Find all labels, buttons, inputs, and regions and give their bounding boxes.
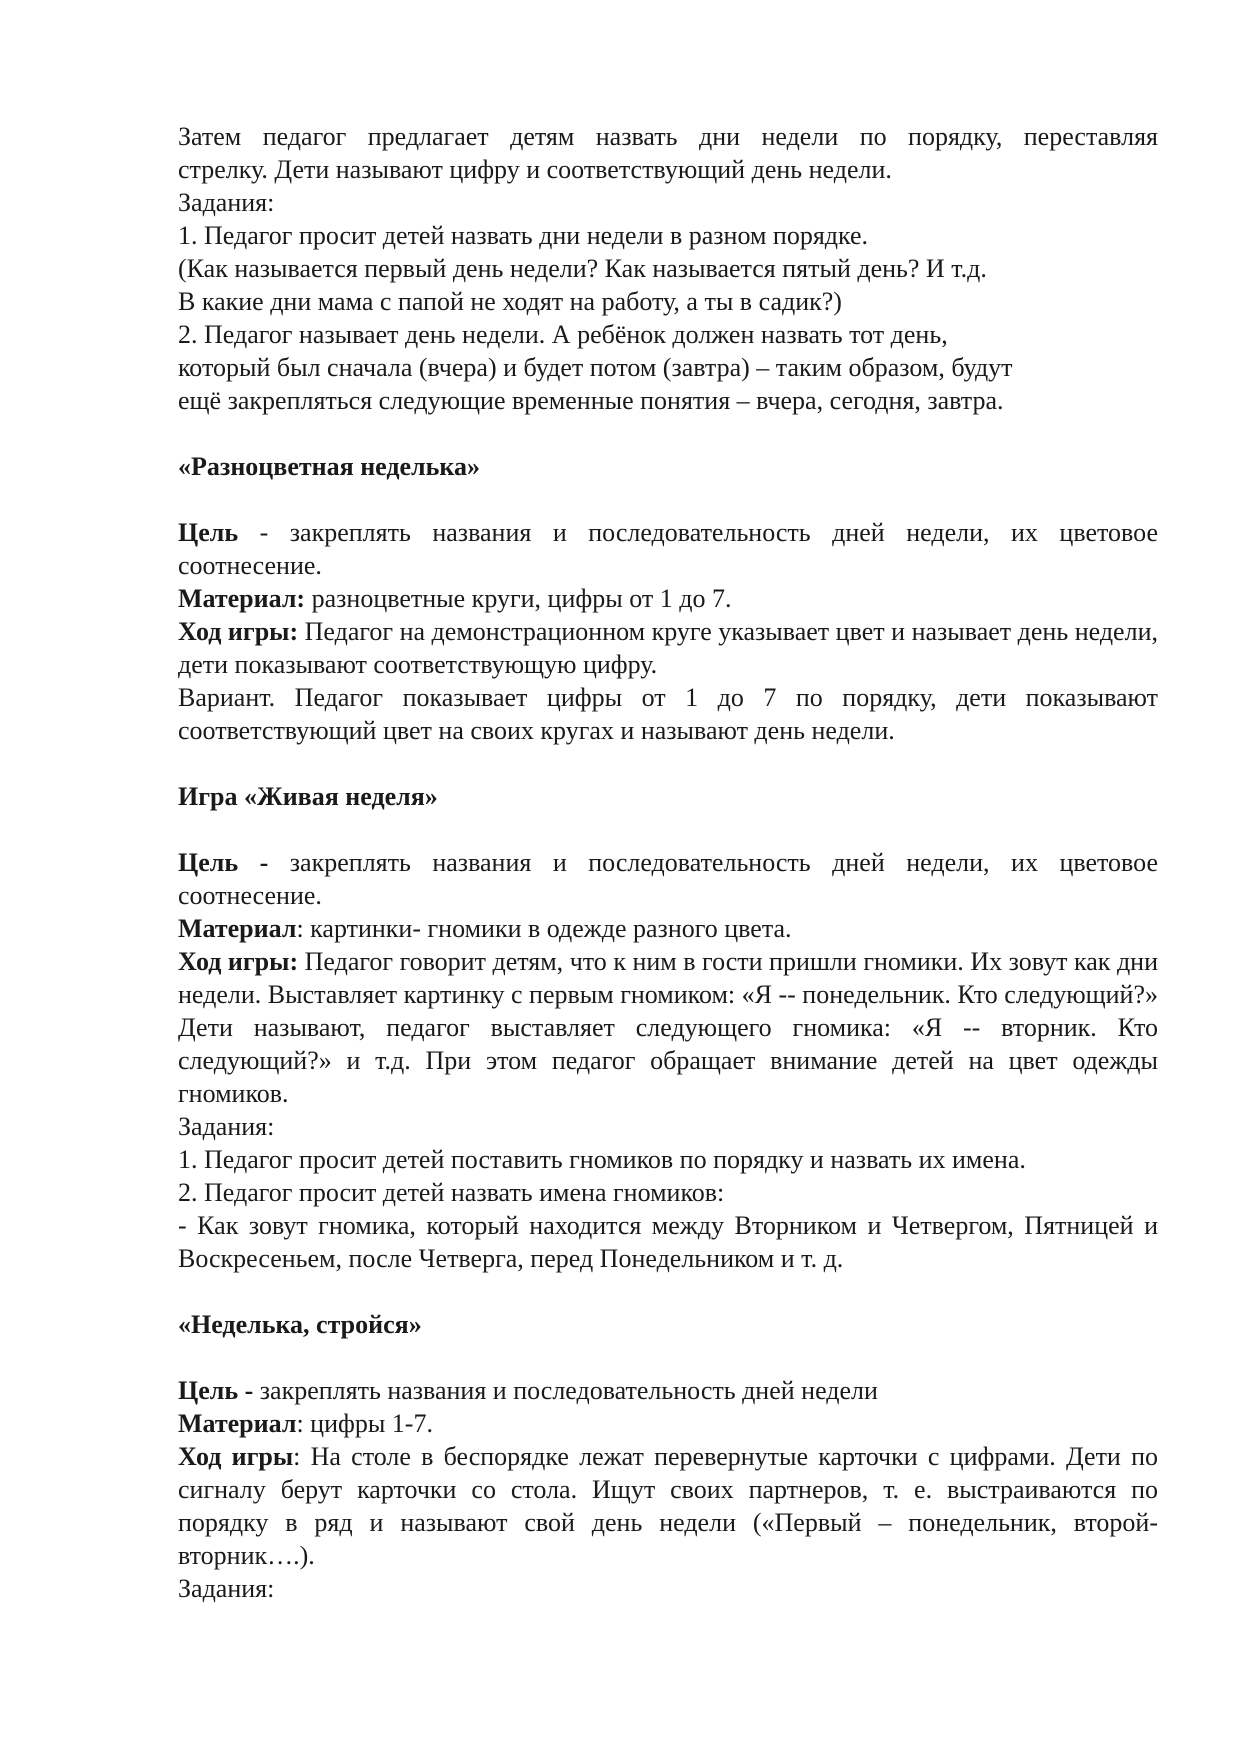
game-3-goal: [178, 1374, 1158, 1407]
game-2-process-label: Ход игры:: [178, 947, 299, 976]
intro-line-1: Затем педагог предлагает детям назвать дни недели по порядку, переставляя: [178, 122, 1158, 151]
game-1-goal-text: - закреплять названия и последовательность дней недели, их цветовое соотнесение.: [178, 518, 1158, 580]
game-1-section: [178, 450, 1158, 747]
intro-task-1: 1. Педагог просит детей назвать дни недели в разном порядке.: [178, 221, 869, 250]
game-2-material-text: : картинки- гномики в одежде разного цвета.: [296, 914, 792, 943]
game-3-process: [178, 1440, 1158, 1572]
game-2-goal-text: закреплять названия и последовательность дней недели, их цветовое соотнесение.: [178, 848, 1159, 910]
game-2-material: [178, 912, 1158, 945]
intro-line-2: стрелку. Дети называют цифру и соответствующий день недели.: [178, 155, 892, 184]
game-1-title: «Разноцветная неделька»: [178, 452, 480, 481]
game-2-process: [178, 945, 1158, 1110]
intro-section: [178, 120, 1158, 417]
game-2-process-text: Педагог говорит детям, что к ним в гости пришли гномики. Их зовут как дни недели. Выставляет картинку с первым гномиком: «Я -- понедельник. Кто следующий?» Дети называют, педагог выставляет следующего гномика: «Я -- вторник. Кто следующий?» и т.д. При этом педагог обращает внимание детей на цвет одежды гномиков.: [178, 947, 1159, 1108]
game-3-material: [178, 1407, 1158, 1440]
game-3-goal-label: Цель -: [178, 1376, 254, 1405]
game-3-material-text: : цифры 1-7.: [296, 1409, 433, 1438]
game-1-material-label: Материал:: [178, 584, 306, 613]
game-2-task-2: 2. Педагог просит детей назвать имена гномиков:: [178, 1178, 725, 1207]
intro-tasks-label: Задания:: [178, 188, 275, 217]
game-2-goal-label: Цель -: [178, 848, 269, 877]
game-2-material-label: Материал: [178, 914, 297, 943]
game-1-goal: [178, 516, 1158, 582]
game-1-process-label: Ход игры:: [178, 617, 299, 646]
document-page: [178, 120, 1158, 1605]
intro-task-2-line-2: который был сначала (вчера) и будет потом (завтра) – таким образом, будут: [178, 353, 1013, 382]
game-1-goal-label: Цель: [178, 518, 239, 547]
game-1-process: [178, 615, 1158, 681]
game-1-process-text: Педагог на демонстрационном круге указывает цвет и называет день недели, дети показывают соответствующую цифру.: [178, 617, 1158, 679]
intro-task-1-question-1: (Как называется первый день недели? Как называется пятый день? И т.д.: [178, 254, 987, 283]
game-1-variant: Вариант. Педагог показывает цифры от 1 до 7 по порядку, дети показывают соответствующий цвет на своих кругах и называют день недели.: [178, 683, 1158, 745]
intro-task-2-line-3: ещё закрепляться следующие временные понятия – вчера, сегодня, завтра.: [178, 386, 1004, 415]
game-2-section: [178, 780, 1158, 1275]
game-3-material-label: Материал: [178, 1409, 297, 1438]
intro-task-2-line-1: 2. Педагог называет день недели. А ребёнок должен назвать тот день,: [178, 320, 948, 349]
game-3-title: «Неделька, стройся»: [178, 1310, 422, 1339]
game-3-goal-text: закреплять названия и последовательность дней недели: [253, 1376, 878, 1405]
game-2-task-1: 1. Педагог просит детей поставить гномиков по порядку и назвать их имена.: [178, 1145, 1026, 1174]
game-2-title: Игра «Живая неделя»: [178, 782, 438, 811]
game-2-task-2-detail: - Как зовут гномика, который находится между Вторником и Четвергом, Пятницей и Воскресеньем, после Четверга, перед Понедельником и т. д.: [178, 1211, 1158, 1273]
game-1-material-text: разноцветные круги, цифры от 1 до 7.: [305, 584, 732, 613]
game-2-tasks-label: Задания:: [178, 1112, 275, 1141]
game-2-goal: [178, 846, 1158, 912]
intro-task-1-question-2: В какие дни мама с папой не ходят на работу, а ты в садик?): [178, 287, 842, 316]
game-1-material: [178, 582, 1158, 615]
game-3-process-text: : На столе в беспорядке лежат перевернутые карточки с цифрами. Дети по сигналу берут карточки со стола. Ищут своих партнеров, т. е. выстраиваются по порядку в ряд и называют свой день недели («Первый – понедельник, второй- вторник….).: [178, 1442, 1158, 1570]
game-3-tasks-label: Задания:: [178, 1574, 275, 1603]
game-3-process-label: Ход игры: [178, 1442, 294, 1471]
game-3-section: [178, 1308, 1158, 1605]
